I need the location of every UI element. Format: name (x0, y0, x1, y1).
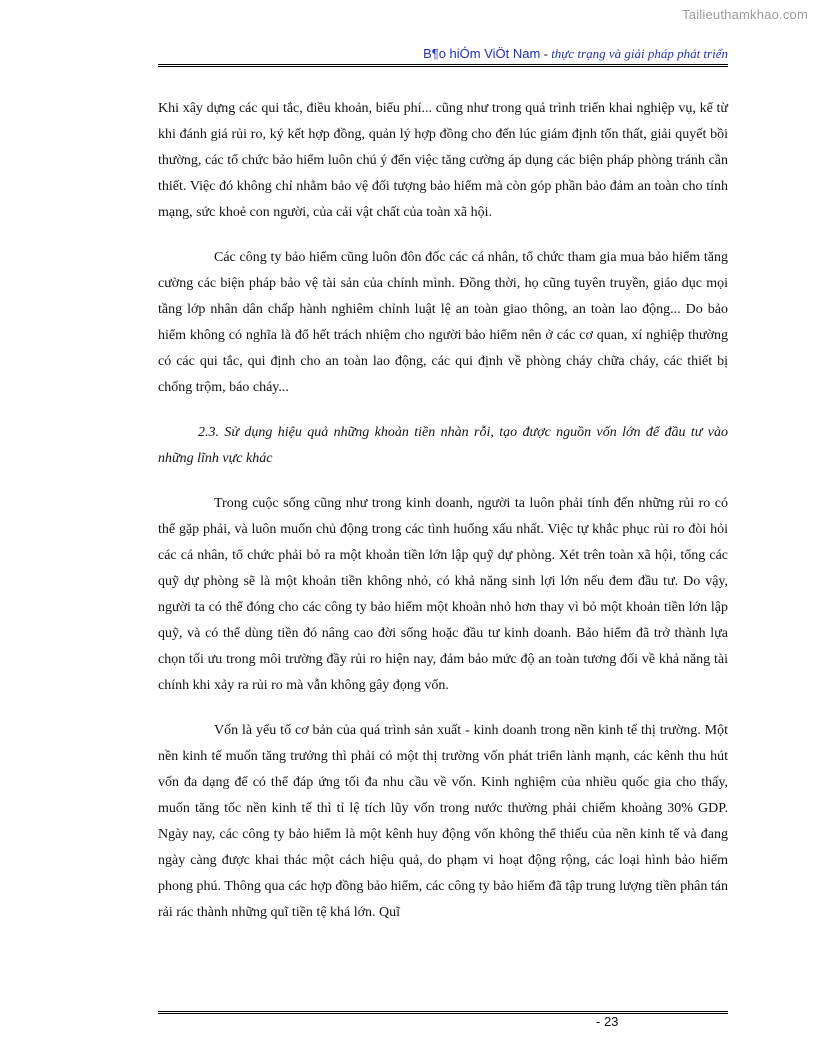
running-header (158, 46, 728, 62)
footer-rule-secondary (158, 1013, 728, 1014)
header-separator: - (540, 46, 552, 61)
paragraph-4: Vốn là yếu tố cơ bản của quá trình sản xuất - kinh doanh trong nền kinh tế thị trường. Một nền kinh tế muốn tăng trưởng thì phải có một thị trường vốn phát triển lành mạnh, các kênh thu hút vốn đa dạng để có thể đáp ứng tối đa nhu cầu về vốn. Kinh nghiệm của nhiều quốc gia cho thấy, muốn tăng tốc nền kinh tế thì tỉ lệ tích lũy vốn trong nước thường phải chiếm khoảng 30% GDP. Ngày nay, các công ty bảo hiểm là một kênh huy động vốn không thể thiếu của nền kinh tế và đang ngày càng được khai thác một cách hiệu quả, do phạm vi hoạt động rộng, các loại hình bảo hiểm phong phú. Thông qua các hợp đồng bảo hiểm, các công ty bảo hiểm đã tập trung lượng tiền phân tán rải rác thành những quĩ tiền tệ khá lớn. Quĩ (158, 723, 728, 920)
paragraph-3: Trong cuộc sống cũng như trong kinh doanh, người ta luôn phải tính đến những rủi ro có thể gặp phải, và luôn muốn chủ động trong các tình huống xấu nhất. Việc tự khắc phục rủi ro đòi hỏi các cá nhân, tổ chức phải bỏ ra một khoản tiền lớn lập quỹ dự phòng. Xét trên toàn xã hội, tổng các quỹ dự phòng sẽ là một khoản tiền không nhỏ, có khả năng sinh lợi lớn nếu đem đầu tư. Do vậy, người ta có thể đóng cho các công ty bảo hiểm một khoản nhỏ hơn thay vì bỏ một khoản tiền lớn lập quỹ, và có thể dùng tiền đó nâng cao đời sống hoặc đầu tư kinh doanh. Bảo hiểm đã trở thành lựa chọn tối ưu trong môi trường đầy rủi ro hiện nay, đảm bảo mức độ an toàn tương đối về khả năng tài chính khi xảy ra rủi ro mà vẫn không gây đọng vốn. (158, 496, 728, 693)
header-title: B¶o hiÓm ViÖt Nam (423, 46, 541, 61)
paragraph-2: Các công ty bảo hiểm cũng luôn đôn đốc các cá nhân, tổ chức tham gia mua bảo hiểm tăng cường các biện pháp bảo vệ tài sản của chính mình. Đồng thời, họ cũng tuyên truyền, giáo dục mọi tầng lớp nhân dân chấp hành nghiêm chỉnh luật lệ an toàn giao thông, an toàn lao động... Do bảo hiểm không có nghĩa là đổ hết trách nhiệm cho người bảo hiểm nên ở các cơ quan, xí nghiệp thường có các qui tắc, qui định cho an toàn lao động, các qui định về phòng cháy chữa cháy, các thiết bị chống trộm, báo cháy... (158, 250, 728, 395)
page-body (158, 96, 728, 945)
header-subtitle: thực trạng và giải pháp phát triển (551, 46, 728, 61)
header-rule-secondary (158, 66, 728, 67)
page-number: - 23 (596, 1014, 619, 1029)
header-rule (158, 64, 728, 65)
footer-rule (158, 1011, 728, 1012)
paragraph-1: Khi xây dựng các qui tắc, điều khoản, biểu phí... cũng như trong quá trình triển khai nghiệp vụ, kể từ khi đánh giá rủi ro, ký kết hợp đồng, quản lý hợp đồng cho đến lúc giám định tổn thất, giải quyết bồi thường, các tổ chức bảo hiểm luôn chú ý đến việc tăng cường áp dụng các biện pháp phòng tránh cần thiết. Việc đó không chỉ nhằm bảo vệ đối tượng bảo hiểm mà còn góp phần bảo đảm an toàn cho tính mạng, sức khoẻ con người, của cải vật chất của toàn xã hội. (158, 101, 728, 220)
section-heading: 2.3. Sử dụng hiệu quả những khoản tiền nhàn rỗi, tạo được nguồn vốn lớn để đầu tư vào những lĩnh vực khác (158, 425, 728, 466)
watermark-text: Tailieuthamkhao.com (682, 7, 808, 22)
